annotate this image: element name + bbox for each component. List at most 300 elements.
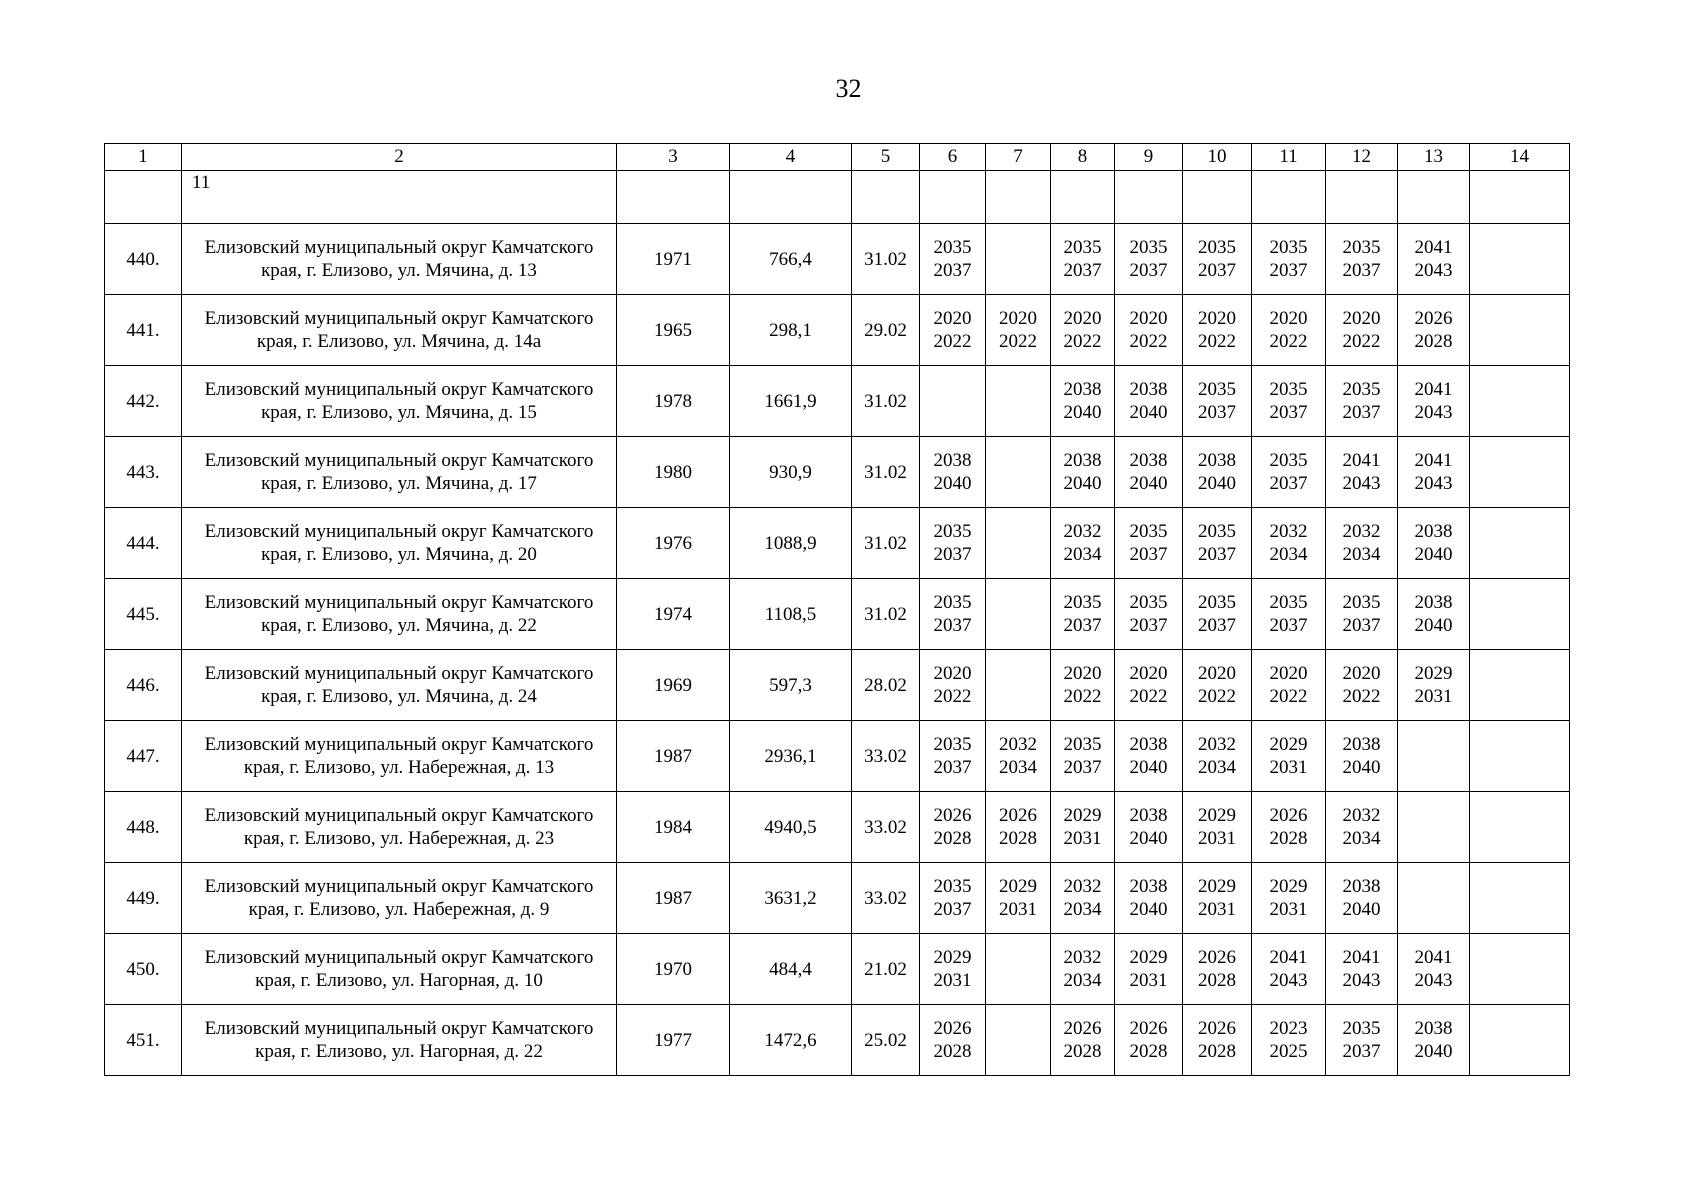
period-cell-col-9 [1115, 366, 1183, 437]
period-start-year: 2035 [1129, 592, 1168, 613]
period-cell-col-8 [1051, 792, 1115, 863]
year-cell: 1971 [617, 224, 730, 295]
period-cell-col-7 [986, 934, 1051, 1005]
period-cell-col-7 [986, 224, 1051, 295]
period-cell-col-14 [1470, 934, 1570, 1005]
period-end-year: 2031 [1269, 757, 1308, 778]
period-end-year: 2022 [933, 686, 972, 707]
table-row [105, 792, 1570, 863]
table-row [105, 934, 1570, 1005]
period-end-year: 2037 [933, 260, 972, 281]
period-cell-col-11 [1252, 437, 1326, 508]
period-end-year: 2040 [1198, 473, 1236, 494]
period-start-year: 2020 [999, 308, 1037, 329]
period-cell-col-8 [1051, 650, 1115, 721]
subheader-cell [1470, 171, 1570, 224]
period-cell-col-6 [920, 934, 986, 1005]
row-number: 440. [105, 224, 182, 295]
period-cell-col-9 [1115, 1005, 1183, 1076]
period-start-year: 2041 [1414, 237, 1453, 258]
row-number: 448. [105, 792, 182, 863]
period-start-year: 2035 [1129, 521, 1168, 542]
period-start-year: 2020 [1063, 308, 1102, 329]
period-cell-col-9 [1115, 437, 1183, 508]
period-cell-col-9 [1115, 508, 1183, 579]
period-start-year: 2041 [1414, 379, 1453, 400]
period-cell-col-8 [1051, 437, 1115, 508]
column-header-8: 8 [1051, 144, 1115, 171]
period-cell-col-6 [920, 437, 986, 508]
period-end-year: 2040 [933, 473, 972, 494]
period-cell-col-14 [1470, 721, 1570, 792]
period-start-year: 2032 [1063, 521, 1102, 542]
period-cell-col-6 [920, 579, 986, 650]
address-cell: Елизовский муниципальный округ Камчатского края, г. Елизово, ул. Мячина, д. 13 [182, 224, 617, 295]
period-end-year: 2043 [1414, 473, 1453, 494]
area-cell: 484,4 [730, 934, 852, 1005]
period-cell-col-6 [920, 792, 986, 863]
period-cell-col-9 [1115, 295, 1183, 366]
period-cell-col-8 [1051, 224, 1115, 295]
period-cell-col-7 [986, 792, 1051, 863]
period-cell-col-12 [1326, 934, 1398, 1005]
period-cell-col-8 [1051, 721, 1115, 792]
period-end-year: 2022 [1342, 686, 1381, 707]
subheader-cell [852, 171, 920, 224]
period-start-year: 2041 [1342, 450, 1381, 471]
period-end-year: 2040 [1129, 402, 1168, 423]
wear-cell: 31.02 [852, 366, 920, 437]
period-start-year: 2032 [1342, 805, 1381, 826]
period-start-year: 2020 [1063, 663, 1102, 684]
period-cell-col-10 [1183, 792, 1252, 863]
period-start-year: 2029 [1414, 663, 1453, 684]
period-cell-col-6 [920, 508, 986, 579]
row-number: 447. [105, 721, 182, 792]
period-cell-col-12 [1326, 224, 1398, 295]
period-end-year: 2031 [933, 970, 972, 991]
table-row [105, 721, 1570, 792]
period-start-year: 2020 [1198, 663, 1236, 684]
period-start-year: 2038 [1414, 1018, 1453, 1039]
period-start-year: 2035 [933, 876, 972, 897]
wear-cell: 33.02 [852, 721, 920, 792]
period-end-year: 2037 [1198, 544, 1236, 565]
period-start-year: 2029 [1129, 947, 1168, 968]
period-end-year: 2037 [1063, 757, 1102, 778]
period-end-year: 2022 [1063, 331, 1102, 352]
period-end-year: 2040 [1414, 615, 1453, 636]
address-cell: Елизовский муниципальный округ Камчатского края, г. Елизово, ул. Мячина, д. 20 [182, 508, 617, 579]
period-start-year: 2032 [1198, 734, 1236, 755]
table-row [105, 863, 1570, 934]
area-cell: 766,4 [730, 224, 852, 295]
period-start-year: 2026 [999, 805, 1037, 826]
period-end-year: 2043 [1342, 970, 1381, 991]
period-start-year: 2035 [1129, 237, 1168, 258]
period-end-year: 2037 [1063, 615, 1102, 636]
subheader-cell [1252, 171, 1326, 224]
period-end-year: 2028 [933, 828, 972, 849]
wear-cell: 31.02 [852, 437, 920, 508]
period-start-year: 2035 [933, 521, 972, 542]
period-cell-col-8 [1051, 579, 1115, 650]
period-cell-col-7 [986, 1005, 1051, 1076]
period-end-year: 2022 [1063, 686, 1102, 707]
column-header-12: 12 [1326, 144, 1398, 171]
period-start-year: 2038 [1129, 734, 1168, 755]
subheader-cell [1326, 171, 1398, 224]
period-end-year: 2028 [933, 1041, 972, 1062]
address-cell: Елизовский муниципальный округ Камчатского края, г. Елизово, ул. Мячина, д. 17 [182, 437, 617, 508]
period-end-year: 2040 [1342, 757, 1381, 778]
period-end-year: 2040 [1342, 899, 1381, 920]
period-start-year: 2035 [1198, 237, 1236, 258]
period-start-year: 2026 [1269, 805, 1308, 826]
period-cell-col-11 [1252, 366, 1326, 437]
table-row [105, 366, 1570, 437]
period-end-year: 2037 [1129, 544, 1168, 565]
period-end-year: 2037 [1342, 260, 1381, 281]
period-start-year: 2038 [1414, 521, 1453, 542]
period-start-year: 2020 [933, 308, 972, 329]
period-cell-col-13 [1398, 295, 1470, 366]
period-cell-col-8 [1051, 863, 1115, 934]
period-end-year: 2037 [933, 615, 972, 636]
address-cell: Елизовский муниципальный округ Камчатского края, г. Елизово, ул. Набережная, д. 13 [182, 721, 617, 792]
period-start-year: 2026 [933, 805, 972, 826]
period-end-year: 2034 [999, 757, 1037, 778]
period-cell-col-13 [1398, 792, 1470, 863]
period-cell-col-7 [986, 437, 1051, 508]
row-number: 450. [105, 934, 182, 1005]
area-cell: 3631,2 [730, 863, 852, 934]
period-cell-col-10 [1183, 1005, 1252, 1076]
wear-cell: 29.02 [852, 295, 920, 366]
period-cell-col-12 [1326, 508, 1398, 579]
table-row [105, 437, 1570, 508]
period-end-year: 2043 [1269, 970, 1308, 991]
period-start-year: 2038 [1342, 876, 1381, 897]
wear-cell: 33.02 [852, 863, 920, 934]
period-cell-col-8 [1051, 934, 1115, 1005]
period-cell-col-12 [1326, 579, 1398, 650]
period-start-year: 2026 [1414, 308, 1453, 329]
area-cell: 1661,9 [730, 366, 852, 437]
period-cell-col-9 [1115, 650, 1183, 721]
period-cell-col-7 [986, 508, 1051, 579]
period-cell-col-13 [1398, 366, 1470, 437]
period-start-year: 2041 [1269, 947, 1308, 968]
period-end-year: 2040 [1129, 899, 1168, 920]
period-end-year: 2022 [933, 331, 972, 352]
period-end-year: 2040 [1063, 473, 1102, 494]
period-cell-col-11 [1252, 721, 1326, 792]
period-end-year: 2028 [1063, 1041, 1102, 1062]
page-number: 32 [835, 74, 862, 103]
period-cell-col-13 [1398, 579, 1470, 650]
period-cell-col-13 [1398, 508, 1470, 579]
table-row [105, 1005, 1570, 1076]
table-row [105, 650, 1570, 721]
period-end-year: 2037 [933, 899, 972, 920]
subheader-cell [920, 171, 986, 224]
period-start-year: 2035 [1342, 1018, 1381, 1039]
period-cell-col-12 [1326, 792, 1398, 863]
table-row [105, 508, 1570, 579]
column-number-header [105, 144, 1570, 171]
period-end-year: 2040 [1129, 828, 1168, 849]
row-number: 445. [105, 579, 182, 650]
column-header-1: 1 [105, 144, 182, 171]
table-body [105, 144, 1570, 1076]
period-end-year: 2037 [933, 757, 972, 778]
period-start-year: 2038 [1414, 592, 1453, 613]
period-cell-col-7 [986, 650, 1051, 721]
area-cell: 4940,5 [730, 792, 852, 863]
period-start-year: 2020 [1129, 663, 1168, 684]
period-start-year: 2035 [1342, 237, 1381, 258]
period-end-year: 2031 [999, 899, 1037, 920]
year-cell: 1974 [617, 579, 730, 650]
address-cell: Елизовский муниципальный округ Камчатского края, г. Елизово, ул. Нагорная, д. 22 [182, 1005, 617, 1076]
column-header-14: 14 [1470, 144, 1570, 171]
period-start-year: 2041 [1414, 450, 1453, 471]
period-cell-col-11 [1252, 579, 1326, 650]
period-end-year: 2022 [1269, 331, 1308, 352]
column-header-9: 9 [1115, 144, 1183, 171]
period-cell-col-9 [1115, 792, 1183, 863]
area-cell: 1088,9 [730, 508, 852, 579]
column-header-10: 10 [1183, 144, 1252, 171]
period-start-year: 2038 [1129, 805, 1168, 826]
period-cell-col-11 [1252, 224, 1326, 295]
period-end-year: 2034 [1342, 544, 1381, 565]
year-cell: 1969 [617, 650, 730, 721]
period-end-year: 2037 [1342, 1041, 1381, 1062]
wear-cell: 33.02 [852, 792, 920, 863]
period-end-year: 2022 [1342, 331, 1381, 352]
row-number: 443. [105, 437, 182, 508]
year-cell: 1987 [617, 863, 730, 934]
period-start-year: 2026 [1063, 1018, 1102, 1039]
subheader-label: 11 [182, 171, 617, 224]
address-cell: Елизовский муниципальный округ Камчатского края, г. Елизово, ул. Мячина, д. 22 [182, 579, 617, 650]
period-start-year: 2035 [933, 237, 972, 258]
wear-cell: 31.02 [852, 508, 920, 579]
period-cell-col-6 [920, 366, 986, 437]
period-start-year: 2029 [1269, 876, 1308, 897]
period-end-year: 2037 [1198, 260, 1236, 281]
table-row [105, 224, 1570, 295]
period-end-year: 2037 [1198, 402, 1236, 423]
period-end-year: 2022 [999, 331, 1037, 352]
address-cell: Елизовский муниципальный округ Камчатского края, г. Елизово, ул. Мячина, д. 15 [182, 366, 617, 437]
period-start-year: 2020 [1129, 308, 1168, 329]
period-cell-col-10 [1183, 863, 1252, 934]
address-cell: Елизовский муниципальный округ Камчатского края, г. Елизово, ул. Набережная, д. 23 [182, 792, 617, 863]
period-end-year: 2028 [1198, 970, 1236, 991]
period-end-year: 2031 [1063, 828, 1102, 849]
period-cell-col-6 [920, 295, 986, 366]
period-cell-col-10 [1183, 934, 1252, 1005]
subheader-row [105, 171, 1570, 224]
period-end-year: 2037 [1269, 615, 1308, 636]
address-cell: Елизовский муниципальный округ Камчатского края, г. Елизово, ул. Нагорная, д. 10 [182, 934, 617, 1005]
subheader-cell [986, 171, 1051, 224]
area-cell: 2936,1 [730, 721, 852, 792]
period-start-year: 2020 [1269, 663, 1308, 684]
period-end-year: 2037 [1129, 260, 1168, 281]
period-cell-col-12 [1326, 1005, 1398, 1076]
area-cell: 930,9 [730, 437, 852, 508]
subheader-cell [617, 171, 730, 224]
row-number: 444. [105, 508, 182, 579]
period-end-year: 2043 [1414, 260, 1453, 281]
wear-cell: 21.02 [852, 934, 920, 1005]
period-start-year: 2032 [1342, 521, 1381, 542]
period-start-year: 2029 [1269, 734, 1308, 755]
period-start-year: 2032 [1063, 947, 1102, 968]
period-cell-col-6 [920, 863, 986, 934]
period-cell-col-9 [1115, 224, 1183, 295]
wear-cell: 31.02 [852, 224, 920, 295]
period-cell-col-10 [1183, 366, 1252, 437]
period-start-year: 2026 [1198, 1018, 1236, 1039]
year-cell: 1976 [617, 508, 730, 579]
period-cell-col-9 [1115, 721, 1183, 792]
period-cell-col-14 [1470, 1005, 1570, 1076]
period-end-year: 2028 [1129, 1041, 1168, 1062]
period-start-year: 2038 [933, 450, 972, 471]
period-end-year: 2025 [1269, 1041, 1308, 1062]
period-cell-col-8 [1051, 508, 1115, 579]
period-end-year: 2043 [1414, 402, 1453, 423]
period-end-year: 2040 [1129, 757, 1168, 778]
period-cell-col-11 [1252, 295, 1326, 366]
table-row [105, 579, 1570, 650]
period-end-year: 2037 [1269, 260, 1308, 281]
period-start-year: 2020 [933, 663, 972, 684]
period-end-year: 2031 [1198, 828, 1236, 849]
period-start-year: 2029 [1063, 805, 1102, 826]
period-start-year: 2035 [1269, 450, 1308, 471]
period-end-year: 2031 [1129, 970, 1168, 991]
period-end-year: 2040 [1063, 402, 1102, 423]
period-cell-col-7 [986, 366, 1051, 437]
period-start-year: 2038 [1129, 379, 1168, 400]
row-number: 442. [105, 366, 182, 437]
wear-cell: 31.02 [852, 579, 920, 650]
column-header-5: 5 [852, 144, 920, 171]
period-end-year: 2031 [1269, 899, 1308, 920]
period-end-year: 2022 [1129, 331, 1168, 352]
subheader-cell [730, 171, 852, 224]
housing-table [104, 143, 1570, 1076]
table-row [105, 295, 1570, 366]
period-end-year: 2031 [1414, 686, 1453, 707]
period-start-year: 2038 [1342, 734, 1381, 755]
period-end-year: 2037 [1129, 615, 1168, 636]
period-start-year: 2035 [1198, 521, 1236, 542]
period-cell-col-14 [1470, 792, 1570, 863]
period-end-year: 2034 [1269, 544, 1308, 565]
column-header-3: 3 [617, 144, 730, 171]
period-cell-col-8 [1051, 295, 1115, 366]
period-start-year: 2038 [1063, 379, 1102, 400]
period-end-year: 2028 [1414, 331, 1453, 352]
period-start-year: 2032 [1063, 876, 1102, 897]
period-start-year: 2038 [1063, 450, 1102, 471]
period-end-year: 2022 [1129, 686, 1168, 707]
period-cell-col-12 [1326, 437, 1398, 508]
period-cell-col-10 [1183, 295, 1252, 366]
period-end-year: 2037 [1342, 402, 1381, 423]
period-end-year: 2037 [1063, 260, 1102, 281]
period-cell-col-11 [1252, 508, 1326, 579]
period-cell-col-14 [1470, 437, 1570, 508]
period-start-year: 2035 [1269, 592, 1308, 613]
period-cell-col-10 [1183, 721, 1252, 792]
period-cell-col-6 [920, 1005, 986, 1076]
period-cell-col-8 [1051, 1005, 1115, 1076]
year-cell: 1977 [617, 1005, 730, 1076]
period-end-year: 2031 [1198, 899, 1236, 920]
period-cell-col-12 [1326, 295, 1398, 366]
period-start-year: 2035 [1269, 379, 1308, 400]
period-end-year: 2034 [1063, 899, 1102, 920]
period-cell-col-13 [1398, 863, 1470, 934]
address-cell: Елизовский муниципальный округ Камчатского края, г. Елизово, ул. Набережная, д. 9 [182, 863, 617, 934]
period-start-year: 2026 [1198, 947, 1236, 968]
subheader-cell [1051, 171, 1115, 224]
period-cell-col-8 [1051, 366, 1115, 437]
period-start-year: 2035 [1063, 592, 1102, 613]
period-cell-col-13 [1398, 934, 1470, 1005]
period-cell-col-11 [1252, 934, 1326, 1005]
column-header-11: 11 [1252, 144, 1326, 171]
period-start-year: 2029 [1198, 876, 1236, 897]
period-cell-col-14 [1470, 366, 1570, 437]
period-cell-col-9 [1115, 934, 1183, 1005]
period-cell-col-11 [1252, 1005, 1326, 1076]
period-cell-col-12 [1326, 366, 1398, 437]
period-end-year: 2028 [1269, 828, 1308, 849]
year-cell: 1980 [617, 437, 730, 508]
period-cell-col-14 [1470, 224, 1570, 295]
period-end-year: 2040 [1414, 1041, 1453, 1062]
period-start-year: 2029 [933, 947, 972, 968]
period-end-year: 2040 [1414, 544, 1453, 565]
period-start-year: 2035 [1198, 592, 1236, 613]
address-cell: Елизовский муниципальный округ Камчатского края, г. Елизово, ул. Мячина, д. 14а [182, 295, 617, 366]
period-cell-col-7 [986, 579, 1051, 650]
period-start-year: 2038 [1129, 876, 1168, 897]
column-header-6: 6 [920, 144, 986, 171]
period-cell-col-10 [1183, 650, 1252, 721]
period-start-year: 2026 [1129, 1018, 1168, 1039]
period-cell-col-12 [1326, 863, 1398, 934]
period-start-year: 2038 [1129, 450, 1168, 471]
period-start-year: 2020 [1342, 663, 1381, 684]
period-cell-col-9 [1115, 579, 1183, 650]
period-start-year: 2023 [1269, 1018, 1308, 1039]
row-number: 449. [105, 863, 182, 934]
year-cell: 1984 [617, 792, 730, 863]
period-end-year: 2034 [1342, 828, 1381, 849]
period-cell-col-13 [1398, 721, 1470, 792]
period-cell-col-9 [1115, 863, 1183, 934]
